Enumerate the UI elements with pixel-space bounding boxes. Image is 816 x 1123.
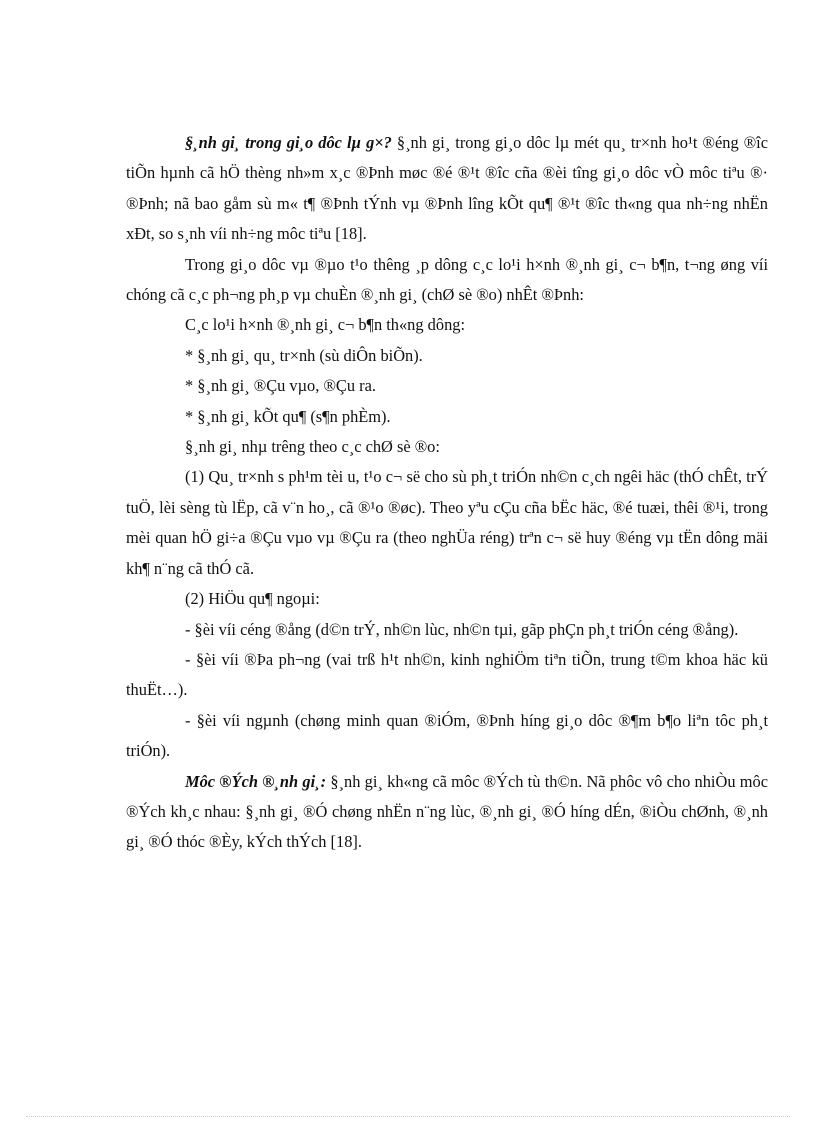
list-item: - §èi víi ®Þa ph¬ng (vai trß h¹t nh©n, kinh nghiÖm tiªn tiÕn, trung t©m khoa häc kü thuËt…). xyxy=(126,649,768,700)
paragraph-types-heading: C¸c lo¹i h×nh ®¸nh gi¸ c¬ b¶n th«ng dông: xyxy=(185,315,466,335)
paragraph-definition xyxy=(126,128,768,250)
paragraph-purpose xyxy=(126,767,768,858)
purpose-text: §¸nh gi¸ kh«ng cã môc ®Ých tù th©n. Nã phôc vô cho nhiÒu môc ®Ých kh¸c nhau: §¸nh gi¸ ®Ó chøng nhËn n¨ng lùc, ®¸nh gi¸ ®Ó híng dÉn, ®iÒu chØnh, ®¸nh gi¸ ®Ó thóc ®Èy, kÝch thÝch [18]. xyxy=(126,771,768,852)
paragraph-criterion-1: (1) Qu¸ tr×nh s ph¹m tèi u, t¹o c¬ së cho sù ph¸t triÓn nh©n c¸ch ngêi häc (thÓ chÊt, trÝ tuÖ, lèi sèng tù lËp, cã v¨n ho¸, cã ®¹o ®øc). Theo yªu cÇu cña bËc häc, ®é tuæi, thêi ®¹i, trong mèi quan hÖ gi÷a ®Çu vµo vµ ®Çu ra (theo nghÜa réng) trªn c¬ së huy ®éng vµ tËn dông mäi kh¶ n¨ng cã thÓ cã. xyxy=(126,467,768,578)
list-item: - §èi víi céng ®ång (d©n trÝ, nh©n lùc, nh©n tµi, gãp phÇn ph¸t triÓn céng ®ång). xyxy=(185,619,739,639)
body-text xyxy=(126,128,768,858)
paragraph-intro: Trong gi¸o dôc vµ ®µo t¹o thêng ¸p dông c¸c lo¹i h×nh ®¸nh gi¸ c¬ b¶n, t¬ng øng víi chóng cã c¸c ph¬ng ph¸p vµ chuÈn ®¸nh gi¸ (chØ sè ®o) nhÊt ®Þnh: xyxy=(126,254,768,305)
definition-heading: §¸nh gi¸ trong gi¸o dôc lµ g×? xyxy=(185,133,392,152)
list-item: - §èi víi ngµnh (chøng minh quan ®iÓm, ®Þnh híng gi¸o dôc ®¶m b¶o liªn tôc ph¸t triÓn). xyxy=(126,710,768,761)
page-bottom-divider xyxy=(26,1116,790,1117)
list-item: * §¸nh gi¸ kÕt qu¶ (s¶n phÈm). xyxy=(185,406,391,426)
definition-text: §¸nh gi¸ trong gi¸o dôc lµ mét qu¸ tr×nh ho¹t ®éng ®îc tiÕn hµnh cã hÖ thèng nh»m x¸c ®Þnh møc ®é ®¹t ®îc cña ®èi tîng gi¸o dôc vÒ môc tiªu ®· ®Þnh; nã bao gåm sù m« t¶ ®Þnh tÝnh vµ ®Þnh lîng kÕt qu¶ ®¹t ®îc th«ng qua nh÷ng nhËn xÐt, so s¸nh víi nh÷ng môc tiªu [18]. xyxy=(126,133,769,244)
purpose-heading: Môc ®Ých ®¸nh gi¸: xyxy=(185,771,327,791)
paragraph-criterion-2: (2) HiÖu qu¶ ngoµi: xyxy=(185,589,320,609)
list-item: * §¸nh gi¸ qu¸ tr×nh (sù diÔn biÕn). xyxy=(185,345,423,365)
list-item: * §¸nh gi¸ ®Çu vµo, ®Çu ra. xyxy=(185,376,376,396)
paragraph-criteria-heading: §¸nh gi¸ nhµ trêng theo c¸c chØ sè ®o: xyxy=(185,437,440,457)
